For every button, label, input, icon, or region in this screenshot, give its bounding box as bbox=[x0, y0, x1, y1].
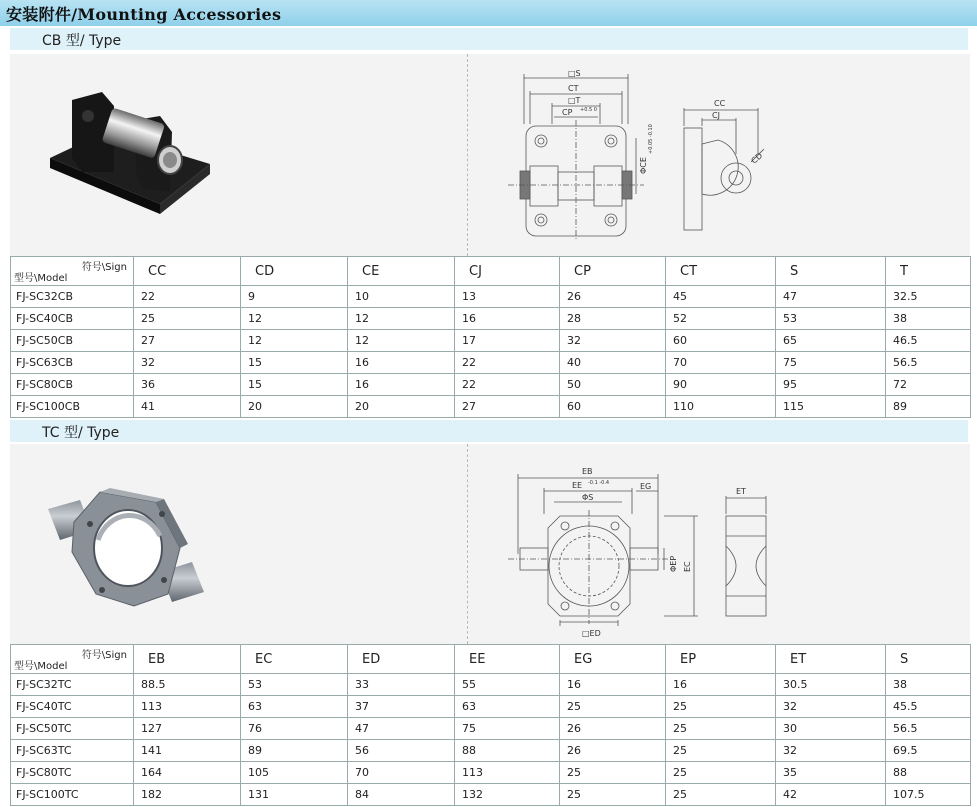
tc-value-cell: 84 bbox=[348, 784, 455, 806]
cb-col-header: CT bbox=[666, 257, 776, 286]
tc-value-cell: 45.5 bbox=[886, 696, 971, 718]
tc-value-cell: 16 bbox=[560, 674, 666, 696]
cb-label-s: □S bbox=[568, 69, 581, 78]
tc-value-cell: 16 bbox=[666, 674, 776, 696]
tc-value-cell: 30.5 bbox=[776, 674, 886, 696]
tc-model-cell: FJ-SC40TC bbox=[11, 696, 134, 718]
tc-section-header bbox=[10, 420, 968, 442]
page-title: 安装附件/Mounting Accessories bbox=[6, 5, 282, 24]
cb-label-ct: CT bbox=[568, 84, 579, 93]
cb-value-cell: 90 bbox=[666, 374, 776, 396]
cb-value-cell: 32 bbox=[560, 330, 666, 352]
cb-drawing-panel bbox=[468, 54, 970, 256]
cb-photo-panel bbox=[10, 54, 467, 256]
cb-value-cell: 22 bbox=[455, 374, 560, 396]
tc-label-eg: EG bbox=[640, 482, 652, 491]
cb-col-header: CC bbox=[134, 257, 241, 286]
cb-label-cc: CC bbox=[714, 99, 726, 108]
cb-label-ce: ΦCE bbox=[639, 157, 648, 174]
cb-label-cp: CP bbox=[562, 108, 573, 117]
tc-table-row bbox=[11, 762, 971, 784]
page-header bbox=[0, 0, 977, 26]
cb-model-cell: FJ-SC32CB bbox=[11, 286, 134, 308]
tc-model-cell: FJ-SC50TC bbox=[11, 718, 134, 740]
cb-value-cell: 56.5 bbox=[886, 352, 971, 374]
cb-value-cell: 36 bbox=[134, 374, 241, 396]
tc-value-cell: 132 bbox=[455, 784, 560, 806]
tc-value-cell: 25 bbox=[666, 696, 776, 718]
tc-col-header: EC bbox=[241, 645, 348, 674]
tc-value-cell: 53 bbox=[241, 674, 348, 696]
tc-col-header: EB bbox=[134, 645, 241, 674]
cb-value-cell: 46.5 bbox=[886, 330, 971, 352]
tc-value-cell: 70 bbox=[348, 762, 455, 784]
tc-table-row bbox=[11, 784, 971, 806]
cb-model-cell: FJ-SC50CB bbox=[11, 330, 134, 352]
cb-table-row bbox=[11, 374, 971, 396]
cb-value-cell: 110 bbox=[666, 396, 776, 418]
tc-table-row bbox=[11, 718, 971, 740]
tc-value-cell: 25 bbox=[666, 740, 776, 762]
cb-table-header bbox=[11, 257, 971, 286]
tc-label-et: ET bbox=[736, 487, 746, 496]
cb-value-cell: 20 bbox=[348, 396, 455, 418]
tc-col-header: S bbox=[886, 645, 971, 674]
cb-value-cell: 40 bbox=[560, 352, 666, 374]
cb-value-cell: 12 bbox=[241, 308, 348, 330]
cb-table-row bbox=[11, 286, 971, 308]
tc-value-cell: 69.5 bbox=[886, 740, 971, 762]
tc-value-cell: 88.5 bbox=[134, 674, 241, 696]
tc-technical-drawing bbox=[468, 444, 970, 644]
cb-value-cell: 28 bbox=[560, 308, 666, 330]
cb-value-cell: 95 bbox=[776, 374, 886, 396]
cb-value-cell: 47 bbox=[776, 286, 886, 308]
tc-value-cell: 107.5 bbox=[886, 784, 971, 806]
tc-value-cell: 26 bbox=[560, 740, 666, 762]
cb-value-cell: 60 bbox=[666, 330, 776, 352]
cb-value-cell: 27 bbox=[134, 330, 241, 352]
cb-value-cell: 60 bbox=[560, 396, 666, 418]
tc-label-ep: ΦEP bbox=[669, 555, 678, 572]
cb-value-cell: 22 bbox=[455, 352, 560, 374]
cb-table-row bbox=[11, 396, 971, 418]
tc-value-cell: 182 bbox=[134, 784, 241, 806]
tc-value-cell: 25 bbox=[666, 718, 776, 740]
tc-model-cell: FJ-SC32TC bbox=[11, 674, 134, 696]
cb-value-cell: 32.5 bbox=[886, 286, 971, 308]
tc-value-cell: 25 bbox=[560, 696, 666, 718]
cb-header-corner bbox=[11, 257, 134, 286]
cb-col-header: S bbox=[776, 257, 886, 286]
cb-model-cell: FJ-SC63CB bbox=[11, 352, 134, 374]
cb-product-image bbox=[10, 54, 467, 256]
cb-value-cell: 16 bbox=[348, 352, 455, 374]
cb-value-cell: 32 bbox=[134, 352, 241, 374]
tc-value-cell: 55 bbox=[455, 674, 560, 696]
tc-value-cell: 141 bbox=[134, 740, 241, 762]
cb-corner-model: 型号\Model bbox=[14, 273, 68, 284]
cb-spec-table bbox=[10, 256, 971, 418]
cb-col-header: T bbox=[886, 257, 971, 286]
cb-value-cell: 16 bbox=[348, 374, 455, 396]
tc-label-ee-tol: -0.1 -0.4 bbox=[588, 480, 610, 486]
tc-value-cell: 38 bbox=[886, 674, 971, 696]
cb-drawing-labels bbox=[562, 69, 764, 174]
tc-label-eb: EB bbox=[582, 467, 593, 476]
tc-value-cell: 63 bbox=[241, 696, 348, 718]
tc-value-cell: 88 bbox=[455, 740, 560, 762]
tc-value-cell: 30 bbox=[776, 718, 886, 740]
cb-model-cell: FJ-SC40CB bbox=[11, 308, 134, 330]
cb-value-cell: 12 bbox=[348, 308, 455, 330]
cb-corner-sign: 符号\Sign bbox=[81, 262, 127, 273]
cb-label-cd: CD bbox=[749, 151, 765, 166]
cb-col-header: CJ bbox=[455, 257, 560, 286]
cb-value-cell: 27 bbox=[455, 396, 560, 418]
tc-model-cell: FJ-SC63TC bbox=[11, 740, 134, 762]
tc-header-corner bbox=[11, 645, 134, 674]
tc-drawing-panel bbox=[468, 444, 970, 644]
cb-value-cell: 12 bbox=[241, 330, 348, 352]
cb-value-cell: 115 bbox=[776, 396, 886, 418]
cb-value-cell: 75 bbox=[776, 352, 886, 374]
cb-model-cell: FJ-SC80CB bbox=[11, 374, 134, 396]
tc-value-cell: 88 bbox=[886, 762, 971, 784]
tc-drawing-labels bbox=[572, 467, 746, 638]
tc-value-cell: 131 bbox=[241, 784, 348, 806]
cb-value-cell: 26 bbox=[560, 286, 666, 308]
tc-value-cell: 37 bbox=[348, 696, 455, 718]
tc-value-cell: 113 bbox=[134, 696, 241, 718]
tc-value-cell: 33 bbox=[348, 674, 455, 696]
cb-section-title: CB 型/ Type bbox=[42, 33, 122, 49]
tc-label-ec: EC bbox=[683, 561, 692, 572]
cb-value-cell: 12 bbox=[348, 330, 455, 352]
tc-model-cell: FJ-SC80TC bbox=[11, 762, 134, 784]
tc-value-cell: 127 bbox=[134, 718, 241, 740]
tc-value-cell: 25 bbox=[560, 784, 666, 806]
tc-value-cell: 76 bbox=[241, 718, 348, 740]
tc-value-cell: 25 bbox=[666, 784, 776, 806]
cb-value-cell: 16 bbox=[455, 308, 560, 330]
tc-value-cell: 26 bbox=[560, 718, 666, 740]
cb-table-row bbox=[11, 330, 971, 352]
tc-value-cell: 56.5 bbox=[886, 718, 971, 740]
cb-label-t: □T bbox=[568, 96, 581, 105]
tc-value-cell: 25 bbox=[560, 762, 666, 784]
tc-value-cell: 89 bbox=[241, 740, 348, 762]
cb-value-cell: 45 bbox=[666, 286, 776, 308]
cb-col-header: CP bbox=[560, 257, 666, 286]
cb-value-cell: 22 bbox=[134, 286, 241, 308]
cb-value-cell: 17 bbox=[455, 330, 560, 352]
cb-value-cell: 38 bbox=[886, 308, 971, 330]
cb-label-ce-tol: +0.05 -0.10 bbox=[648, 124, 654, 154]
tc-table-row bbox=[11, 696, 971, 718]
cb-technical-drawing bbox=[468, 54, 970, 256]
cb-col-header: CD bbox=[241, 257, 348, 286]
tc-product-image bbox=[10, 444, 467, 644]
cb-value-cell: 10 bbox=[348, 286, 455, 308]
cb-value-cell: 72 bbox=[886, 374, 971, 396]
cb-table-row bbox=[11, 352, 971, 374]
tc-table-row bbox=[11, 674, 971, 696]
cb-model-cell: FJ-SC100CB bbox=[11, 396, 134, 418]
cb-value-cell: 15 bbox=[241, 352, 348, 374]
cb-value-cell: 41 bbox=[134, 396, 241, 418]
tc-value-cell: 164 bbox=[134, 762, 241, 784]
cb-value-cell: 25 bbox=[134, 308, 241, 330]
tc-value-cell: 75 bbox=[455, 718, 560, 740]
tc-value-cell: 42 bbox=[776, 784, 886, 806]
cb-value-cell: 50 bbox=[560, 374, 666, 396]
cb-value-cell: 13 bbox=[455, 286, 560, 308]
tc-value-cell: 113 bbox=[455, 762, 560, 784]
cb-value-cell: 89 bbox=[886, 396, 971, 418]
tc-col-header: EP bbox=[666, 645, 776, 674]
cb-col-header: CE bbox=[348, 257, 455, 286]
tc-col-header: EG bbox=[560, 645, 666, 674]
tc-value-cell: 32 bbox=[776, 740, 886, 762]
tc-photo-panel bbox=[10, 444, 467, 644]
cb-table-row bbox=[11, 308, 971, 330]
cb-value-cell: 70 bbox=[666, 352, 776, 374]
tc-value-cell: 25 bbox=[666, 762, 776, 784]
cb-section-header bbox=[10, 28, 968, 50]
cb-label-cj: CJ bbox=[712, 111, 720, 120]
tc-label-s: ΦS bbox=[582, 493, 594, 502]
tc-table-header bbox=[11, 645, 971, 674]
tc-value-cell: 32 bbox=[776, 696, 886, 718]
tc-col-header: EE bbox=[455, 645, 560, 674]
cb-value-cell: 15 bbox=[241, 374, 348, 396]
tc-corner-sign: 符号\Sign bbox=[81, 650, 127, 661]
tc-section-title: TC 型/ Type bbox=[42, 425, 120, 441]
cb-value-cell: 52 bbox=[666, 308, 776, 330]
tc-label-ee: EE bbox=[572, 481, 583, 490]
tc-label-ed: □ED bbox=[582, 629, 601, 638]
tc-spec-table bbox=[10, 644, 971, 806]
cb-value-cell: 65 bbox=[776, 330, 886, 352]
tc-value-cell: 56 bbox=[348, 740, 455, 762]
tc-value-cell: 63 bbox=[455, 696, 560, 718]
tc-col-header: ED bbox=[348, 645, 455, 674]
tc-value-cell: 47 bbox=[348, 718, 455, 740]
cb-value-cell: 9 bbox=[241, 286, 348, 308]
cb-value-cell: 20 bbox=[241, 396, 348, 418]
tc-corner-model: 型号\Model bbox=[14, 661, 68, 672]
tc-value-cell: 105 bbox=[241, 762, 348, 784]
cb-value-cell: 53 bbox=[776, 308, 886, 330]
tc-model-cell: FJ-SC100TC bbox=[11, 784, 134, 806]
tc-table-row bbox=[11, 740, 971, 762]
cb-label-cp-tol: +0.5 0 bbox=[580, 107, 597, 113]
tc-col-header: ET bbox=[776, 645, 886, 674]
tc-value-cell: 35 bbox=[776, 762, 886, 784]
